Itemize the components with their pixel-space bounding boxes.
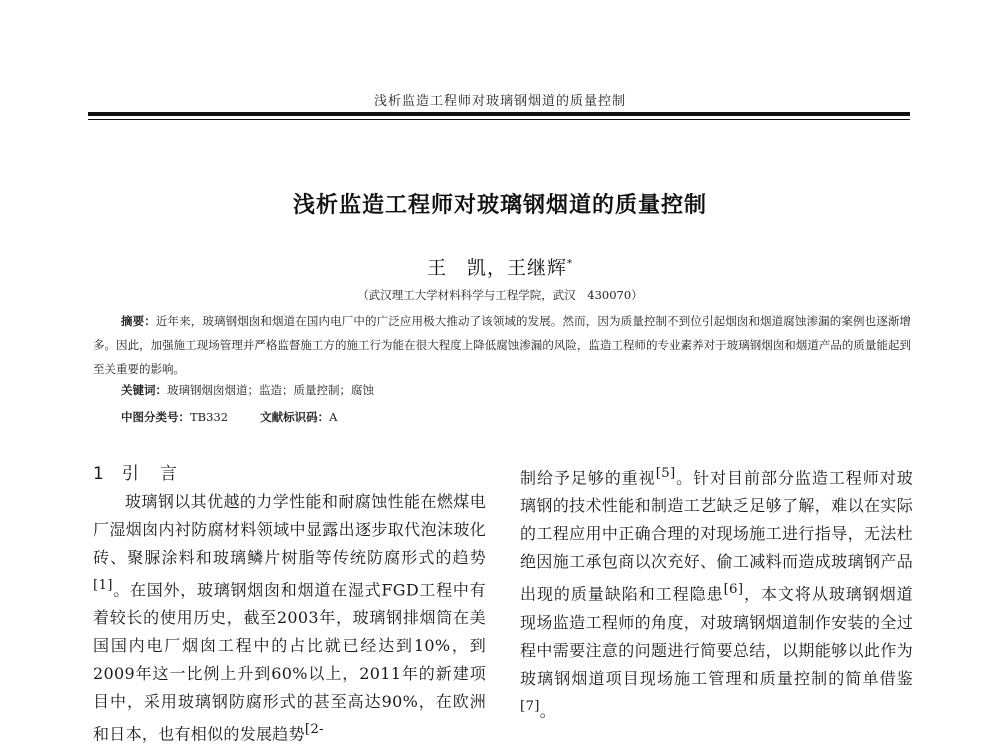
keywords-text: 玻璃钢烟囱烟道；监造；质量控制；腐蚀 [167,383,374,397]
citation-ref: [6] [723,582,744,598]
classification [121,409,337,425]
clc-value: TB332 [190,410,229,424]
abstract [93,309,911,381]
section-title: 引 言 [121,464,179,484]
running-header: 浅析监造工程师对玻璃钢烟道的质量控制 [373,94,626,109]
section-number: 1 [93,464,106,484]
paper-title: 浅析监造工程师对玻璃钢烟道的质量控制 [292,193,707,218]
citation-ref: [1] [93,578,113,593]
left-column [93,460,486,749]
affiliation: （武汉理工大学材料科学与工程学院，武汉 430070） [357,288,643,302]
authors [0,253,1000,280]
abstract-text: 近年来，玻璃钢烟囱和烟道在国内电厂中的广泛应用极大推动了该领域的发展。然而，因为质量控制不到位引起烟囱和烟道腐蚀渗漏的案例也逐渐增多。因此，加强施工现场管理并严格监督施工方的施工行为能在很大程度上降低腐蚀渗漏的风险，监造工程师的专业素养对于玻璃钢烟囱和烟道产品的质量能起到至关重要的影响。 [93,314,911,376]
intro-paragraph [93,488,486,749]
citation-ref: [5] [655,466,676,481]
header-rule-thick [88,112,910,116]
corresponding-author-mark: * [567,258,573,270]
clc-label: 中图分类号： [121,410,190,424]
continued-paragraph [520,460,913,725]
doc-code-label: 文献标识码： [260,410,330,424]
abstract-label: 摘要： [121,314,156,328]
right-text-b: 。针对目前部分监造工程师对玻璃钢的技术性能和制造工艺缺乏足够了解，难以在实际的工程应用中正确合理的对现场施工进行指导，无法杜绝因施工承包商以次充好、偷工减料而造成玻璃钢产品出现的质量缺陷和工程隐患 [520,468,913,604]
author-names: 王 凯，王继辉 [426,257,567,279]
keywords-label: 关键词： [121,383,167,397]
keywords [121,382,374,398]
section-heading [93,460,486,488]
right-text-a: 制给予足够的重视 [520,468,656,488]
header-rule-thin [88,119,910,120]
citation-ref: [7] [520,698,540,714]
citation-ref: [2- [304,722,324,738]
intro-text-b: 。在国外，玻璃钢烟囱和烟道在湿式FGD工程中有着较长的使用历史，截至2003年，玻璃钢排烟筒在美国国内电厂烟囱工程中的占比就已经达到10%，到2009年这一比例上升到60%以上，2011年的新建项目中，采用玻璃钢防腐形式的甚至高达90%，在欧洲和日本，也有相似的发展趋势 [93,580,486,744]
intro-text-a: 玻璃钢以其优越的力学性能和耐腐蚀性能在燃煤电厂湿烟囱内衬防腐材料领域中显露出逐步取代泡沫玻化砖、聚脲涂料和玻璃鳞片树脂等传统防腐形式的趋势 [93,492,486,567]
right-text-c: ，本文将从玻璃钢烟道现场监造工程师的角度，对玻璃钢烟道制作安装的全过程中需要注意的问题进行简要总结，以期能够以此作为玻璃钢烟道项目现场施工管理和质量控制的简单借鉴 [520,584,913,688]
right-text-d: 。 [539,700,557,720]
doc-code-value: A [329,410,338,424]
right-column [520,460,913,725]
